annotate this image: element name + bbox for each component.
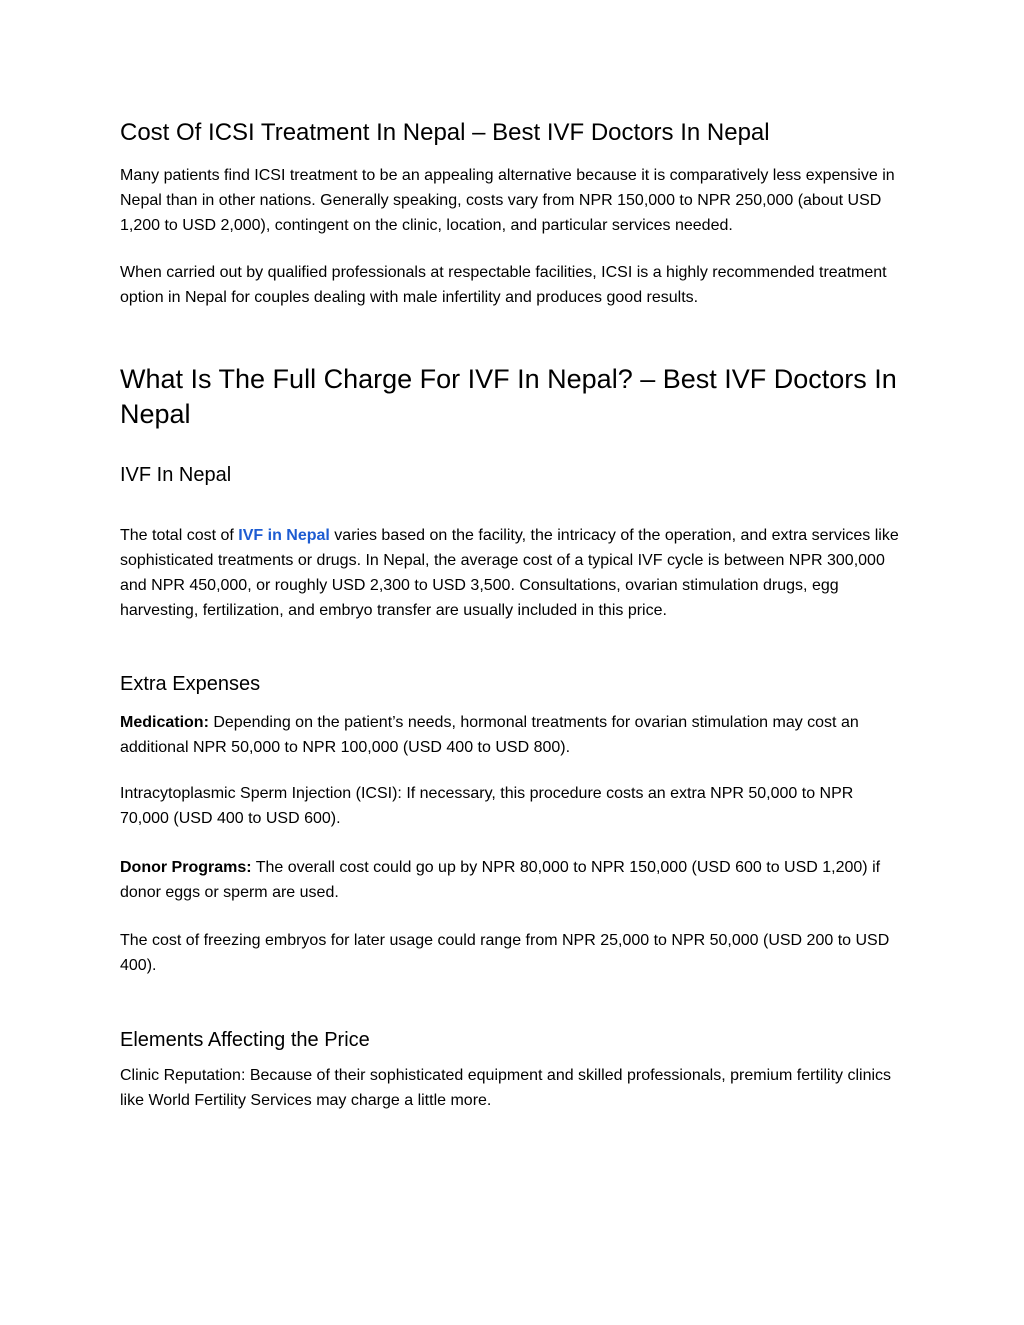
paragraph-icsi-intro: Many patients find ICSI treatment to be an appealing alternative because it is comparatively less expensive in Nepal than in other nations. Generally speaking, costs vary from NPR 150,000 to NPR 250,000 (about USD 1,200 to USD 2,000), contingent on the clinic, location, and particular services needed. xyxy=(120,167,895,234)
ivf-in-nepal-link[interactable]: IVF in Nepal xyxy=(238,527,330,544)
heading-icsi-cost: Cost Of ICSI Treatment In Nepal – Best IVF Doctors In Nepal xyxy=(120,119,770,146)
subheading-ivf-in-nepal: IVF In Nepal xyxy=(120,464,232,486)
paragraph-embryo-freezing: The cost of freezing embryos for later usage could range from NPR 25,000 to NPR 50,000 (USD 200 to USD 400). xyxy=(120,932,890,974)
donor-programs-label: Donor Programs: xyxy=(120,859,252,876)
paragraph-clinic-reputation: Clinic Reputation: Because of their sophisticated equipment and skilled professionals, premium fertility clinics like World Fertility Services may charge a little more. xyxy=(120,1067,892,1109)
paragraph-ivf-total-cost xyxy=(120,523,904,623)
paragraph-medication xyxy=(120,710,904,760)
donor-programs-text: The overall cost could go up by NPR 80,000 to NPR 150,000 (USD 600 to USD 1,200) if donor eggs or sperm are used. xyxy=(120,859,881,901)
heading-elements-affecting-price: Elements Affecting the Price xyxy=(120,1029,370,1051)
heading-full-charge: What Is The Full Charge For IVF In Nepal? – Best IVF Doctors In Nepal xyxy=(120,364,897,429)
paragraph-icsi-recommendation: When carried out by qualified professionals at respectable facilities, ICSI is a highly recommended treatment option in Nepal for couples dealing with male infertility and produces good results. xyxy=(120,264,887,306)
text-after-link: varies based on the facility, the intricacy of the operation, and extra services like sophisticated treatments or drugs. In Nepal, the average cost of a typical IVF cycle is between NPR 300,000 and NPR 450,000, or roughly USD 2,300 to USD 3,500. Consultations, ovarian stimulation drugs, egg harvesting, fertilization, and embryo transfer are usually included in this price. xyxy=(120,527,899,619)
paragraph-donor-programs xyxy=(120,855,904,905)
paragraph-icsi-extra-cost: Intracytoplasmic Sperm Injection (ICSI): If necessary, this procedure costs an extra NPR 50,000 to NPR 70,000 (USD 400 to USD 600). xyxy=(120,785,854,827)
text-before-link: The total cost of xyxy=(120,527,239,544)
medication-text: Depending on the patient’s needs, hormonal treatments for ovarian stimulation may cost an additional NPR 50,000 to NPR 100,000 (USD 400 to USD 800). xyxy=(120,714,859,756)
medication-label: Medication: xyxy=(120,714,209,731)
heading-extra-expenses: Extra Expenses xyxy=(120,673,261,695)
